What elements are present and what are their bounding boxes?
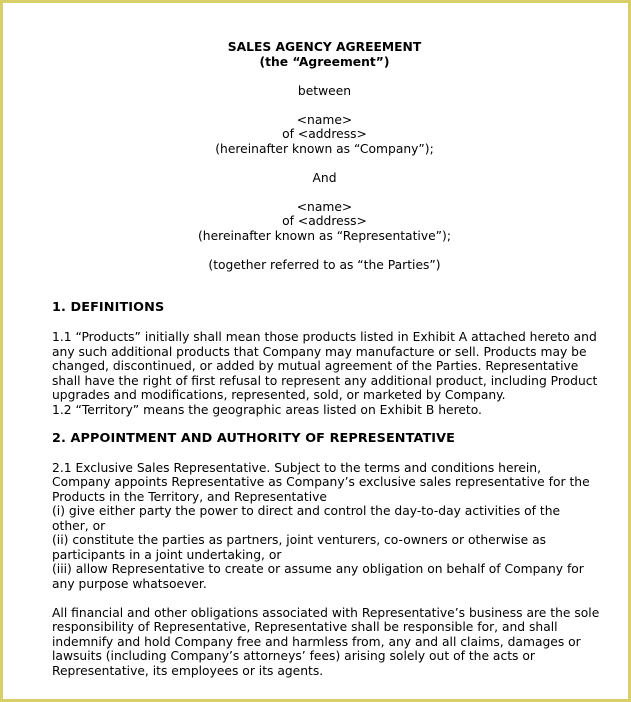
section-2-line: 2.1 Exclusive Sales Representative. Subject to the terms and conditions herein, (52, 460, 541, 475)
section-2-line: (i) give either party the power to direct and control the day-to-day activities of the (52, 504, 561, 518)
between-text: between (297, 83, 352, 98)
section-2-line: (iii) allow Representative to create or assume any obligation on behalf of Company for (52, 562, 584, 576)
section-2-paragraph (52, 461, 597, 592)
parties-together: (together referred to as “the Parties”) (208, 257, 441, 272)
section-2-line: responsibility of Representative, Representative shall be responsible for, and shall (52, 620, 558, 634)
section-2-line: All financial and other obligations associated with Representative’s business are the sole (52, 605, 600, 620)
and-text: And (312, 170, 337, 185)
section-1-heading: 1. DEFINITIONS (52, 300, 165, 315)
section-2-line: participants in a joint undertaking, or (52, 547, 282, 562)
section-2-line: Representative, its employees or its agents. (52, 663, 324, 678)
party2-name: <name> (296, 199, 353, 214)
party1-address: of <address> (282, 127, 367, 141)
section-2-line: (ii) constitute the parties as partners, joint venturers, co-owners or otherwise as (52, 533, 547, 547)
section-1-line: upgrades and modifications, represented, sold, or marketed by Company. (52, 388, 506, 402)
document-subtitle: (the “Agreement”) (259, 54, 390, 69)
section-2-paragraph-2 (52, 605, 600, 679)
section-2-line: lawsuits (including Company’s attorneys’ fees) arising solely out of the acts or (52, 649, 535, 663)
section-1-line: changed, discontinued, or added by mutual agreement of the Parties. Representative (52, 359, 579, 373)
party2-known-as: (hereinafter known as “Representative”); (198, 228, 451, 243)
section-1-paragraph (52, 330, 597, 417)
section-2-line: other, or (52, 518, 106, 533)
section-1-line: shall have the right of first refusal to represent any additional product, including Product (52, 373, 598, 388)
party1-name: <name> (296, 112, 353, 127)
party1-known-as: (hereinafter known as “Company”); (215, 141, 434, 156)
section-2-heading: 2. APPOINTMENT AND AUTHORITY OF REPRESENTATIVE (52, 430, 456, 446)
party2-address: of <address> (282, 214, 367, 228)
section-2-line: Company appoints Representative as Company’s exclusive sales representative for the (52, 475, 590, 489)
section-1-line: 1.2 “Territory” means the geographic areas listed on Exhibit B hereto. (52, 402, 482, 417)
document-body (52, 40, 600, 678)
section-2-line: any purpose whatsoever. (52, 576, 207, 591)
section-1-line: 1.1 “Products” initially shall mean those products listed in Exhibit A attached hereto and (52, 330, 597, 344)
document-title: SALES AGENCY AGREEMENT (227, 40, 422, 54)
section-1-line: any such additional products that Company may manufacture or sell. Products may be (52, 344, 587, 359)
section-2-line: indemnify and hold Company free and harmless from, any and all claims, damages or (52, 634, 581, 649)
section-2-line: Products in the Territory, and Representative (52, 489, 327, 504)
